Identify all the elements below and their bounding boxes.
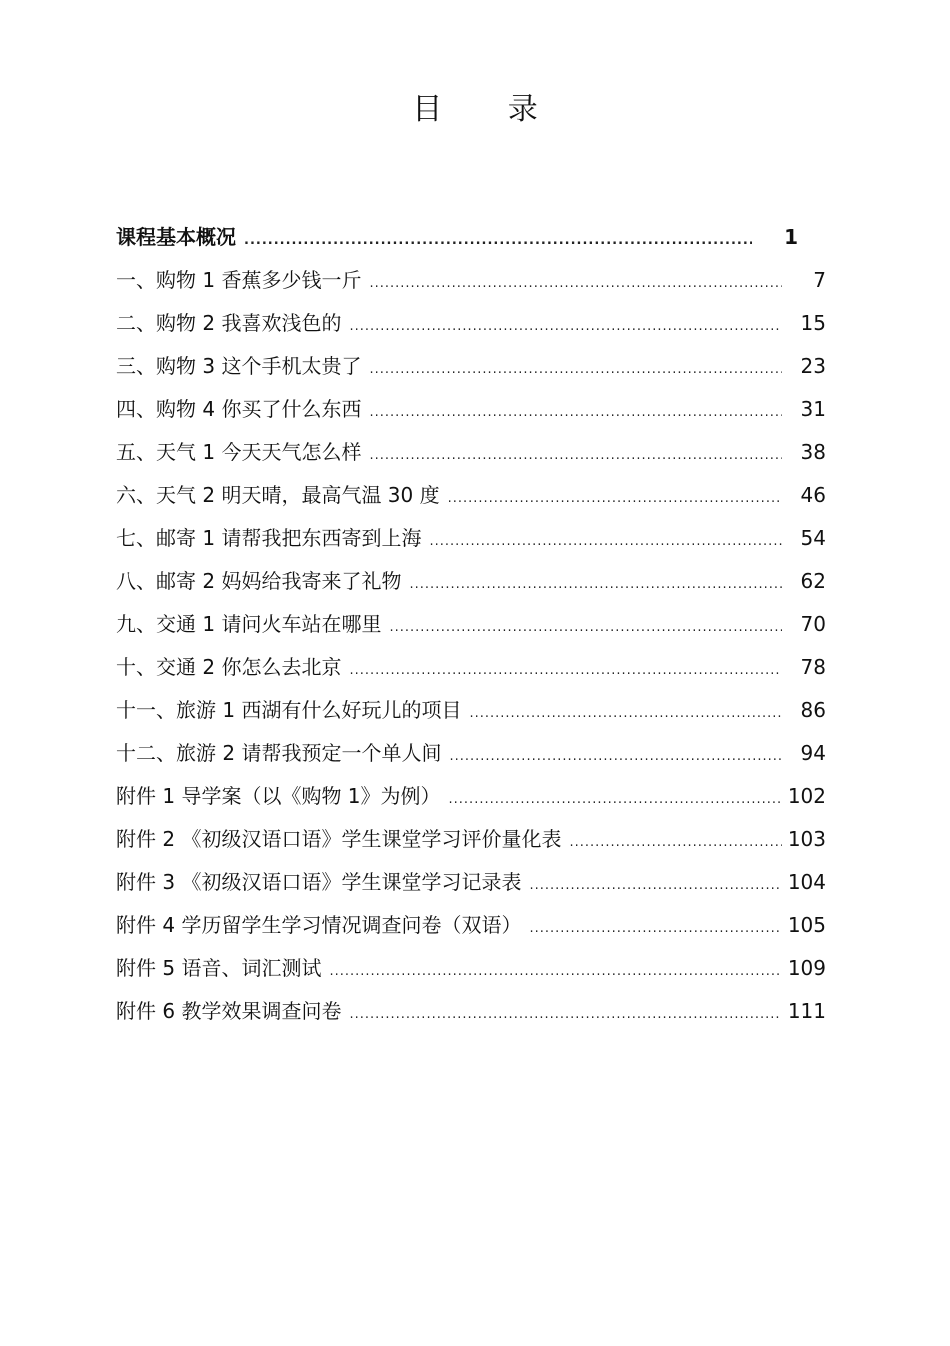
toc-entry-page: 62 [800, 569, 826, 593]
toc-entry[interactable] [116, 947, 826, 990]
toc-dot-leader [569, 821, 781, 864]
toc-entry[interactable] [116, 216, 826, 259]
toc-entry-page: 104 [787, 870, 826, 894]
toc-entry[interactable] [116, 474, 826, 517]
toc-entry[interactable] [116, 517, 826, 560]
page-title: 目 录 [412, 92, 566, 127]
toc-entry-label: 二、购物 2 我喜欢浅色的 [116, 311, 342, 335]
toc-entry-label: 七、邮寄 1 请帮我把东西寄到上海 [116, 526, 422, 550]
toc-dot-leader [449, 778, 782, 821]
toc-entry-label: 八、邮寄 2 妈妈给我寄来了礼物 [116, 569, 402, 593]
toc-entry-page: 54 [800, 526, 826, 550]
toc-entry-page: 15 [800, 311, 826, 335]
toc-entry[interactable] [116, 560, 826, 603]
toc-entry[interactable] [116, 259, 826, 302]
toc-entry-label: 十、交通 2 你怎么去北京 [116, 655, 342, 679]
table-of-contents [116, 216, 826, 1033]
toc-dot-leader [244, 219, 752, 262]
toc-entry-label: 附件 4 学历留学生学习情况调查问卷（双语） [116, 913, 522, 937]
toc-entry-label: 十一、旅游 1 西湖有什么好玩儿的项目 [116, 698, 462, 722]
toc-entry[interactable] [116, 689, 826, 732]
toc-dot-leader [369, 434, 782, 477]
toc-entry[interactable] [116, 818, 826, 861]
toc-entry-page: 86 [800, 698, 826, 722]
toc-entry-page: 94 [800, 741, 826, 765]
toc-entry-page: 38 [800, 440, 826, 464]
toc-dot-leader [389, 606, 782, 649]
toc-entry-label: 九、交通 1 请问火车站在哪里 [116, 612, 382, 636]
toc-entry-page: 109 [787, 956, 826, 980]
toc-entry-page: 7 [813, 268, 826, 292]
toc-entry[interactable] [116, 775, 826, 818]
toc-entry-page: 1 [784, 225, 798, 249]
toc-dot-leader [349, 993, 781, 1036]
toc-dot-leader [369, 391, 782, 434]
toc-entry-label: 一、购物 1 香蕉多少钱一斤 [116, 268, 362, 292]
toc-dot-leader [349, 649, 782, 692]
toc-dot-leader [448, 477, 782, 520]
toc-entry-page: 102 [787, 784, 826, 808]
toc-entry-label: 四、购物 4 你买了什么东西 [116, 397, 362, 421]
toc-entry-page: 31 [800, 397, 826, 421]
toc-dot-leader [449, 735, 782, 778]
toc-entry-page: 70 [800, 612, 826, 636]
toc-entry[interactable] [116, 990, 826, 1033]
toc-dot-leader [329, 950, 781, 993]
toc-entry-page: 103 [787, 827, 826, 851]
toc-dot-leader [529, 864, 781, 907]
toc-dot-leader [409, 563, 782, 606]
toc-dot-leader [369, 348, 782, 391]
toc-entry-label: 十二、旅游 2 请帮我预定一个单人间 [116, 741, 442, 765]
toc-dot-leader [469, 692, 782, 735]
toc-entry-page: 111 [787, 999, 826, 1023]
toc-entry[interactable] [116, 732, 826, 775]
toc-entry[interactable] [116, 345, 826, 388]
toc-entry-page: 78 [800, 655, 826, 679]
toc-entry-page: 46 [800, 483, 826, 507]
toc-entry-label: 附件 2 《初级汉语口语》学生课堂学习评价量化表 [116, 827, 562, 851]
toc-entry[interactable] [116, 861, 826, 904]
toc-dot-leader [369, 262, 782, 305]
toc-entry-label: 课程基本概况 [116, 225, 236, 249]
toc-dot-leader [349, 305, 782, 348]
toc-entry-label: 附件 6 教学效果调查问卷 [116, 999, 342, 1023]
toc-entry[interactable] [116, 302, 826, 345]
toc-entry-label: 六、天气 2 明天晴，最高气温 30 度 [116, 483, 440, 507]
toc-entry[interactable] [116, 388, 826, 431]
toc-entry[interactable] [116, 603, 826, 646]
toc-entry-label: 附件 3 《初级汉语口语》学生课堂学习记录表 [116, 870, 522, 894]
toc-entry-label: 附件 5 语音、词汇测试 [116, 956, 322, 980]
toc-entry[interactable] [116, 904, 826, 947]
toc-dot-leader [429, 520, 782, 563]
toc-entry-label: 附件 1 导学案（以《购物 1》为例） [116, 784, 441, 808]
toc-entry-label: 三、购物 3 这个手机太贵了 [116, 354, 362, 378]
toc-entry-label: 五、天气 1 今天天气怎么样 [116, 440, 362, 464]
toc-entry-page: 23 [800, 354, 826, 378]
toc-entry[interactable] [116, 431, 826, 474]
toc-dot-leader [529, 907, 781, 950]
toc-entry[interactable] [116, 646, 826, 689]
toc-entry-page: 105 [787, 913, 826, 937]
